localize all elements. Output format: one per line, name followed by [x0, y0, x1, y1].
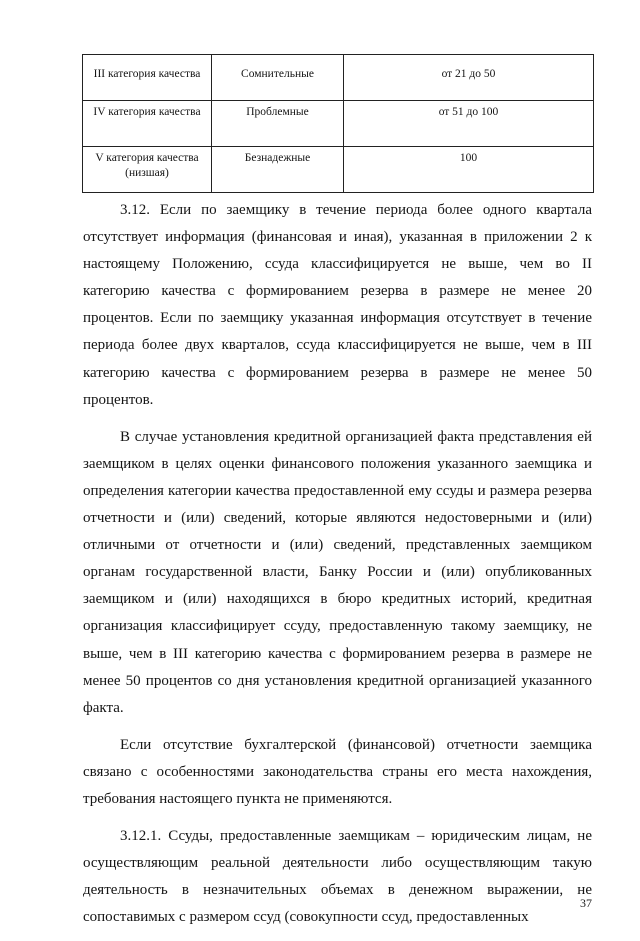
category-cell: IV категория качества — [83, 101, 212, 147]
table-row — [83, 55, 594, 101]
paragraph-3-12-1: 3.12.1. Ссуды, предоставленные заемщикам – юридическим лицам, не осуществляющим реальной деятельности либо осуществляющим такую деятельность в незначительных объемах в денежном выражении, не сопоставимых с размером ссуд (совокупности ссуд, предоставленных — [83, 828, 592, 926]
table-row — [83, 147, 594, 193]
quality-category-table — [82, 54, 594, 193]
reserve-range-cell: 100 — [344, 147, 594, 193]
table-row — [83, 101, 594, 147]
category-cell: V категория качества (низшая) — [83, 147, 212, 193]
loan-group-cell: Сомнительные — [212, 55, 344, 101]
paragraph-false-reporting: В случае установления кредитной организацией факта представления ей заемщиком в целях оценки финансового положения указанного заемщика и определения категории качества предоставленной ему ссуды и размера резерва отчетности и (или) сведений, которые являются недостоверными и (или) отличными от отчетности и (или) сведений, представленных заемщиком органам государственной власти, Банку России и (или) опубликованных заемщиком и (или) находящихся в бюро кредитных историй, кредитная организация классифицирует ссуду, предоставленную такому заемщику, не выше, чем в III категорию качества с формированием резерва в размере не менее 50 процентов со дня установления кредитной организацией указанного факта. — [83, 428, 592, 716]
paragraph-3-12: 3.12. Если по заемщику в течение периода более одного квартала отсутствует информация (финансовая и иная), указанная в приложении 2 к настоящему Положению, ссуда классифицируется не выше, чем во II категорию качества с формированием резерва в размере не менее 20 процентов. Если по заемщику указанная информация отсутствует в течение периода более двух кварталов, ссуда классифицируется не выше, чем в III категорию качества с формированием резерва в размере не менее 50 процентов. — [83, 202, 592, 408]
loan-group-cell: Безнадежные — [212, 147, 344, 193]
reserve-range-cell: от 21 до 50 — [344, 55, 594, 101]
category-cell: III категория качества — [83, 55, 212, 101]
page-number: 37 — [580, 896, 592, 910]
body-text — [83, 197, 592, 941]
paragraph-exception: Если отсутствие бухгалтерской (финансовой) отчетности заемщика связано с особенностями законодательства страны его места нахождения, требования настоящего пункта не применяются. — [83, 736, 592, 807]
reserve-range-cell: от 51 до 100 — [344, 101, 594, 147]
loan-group-cell: Проблемные — [212, 101, 344, 147]
